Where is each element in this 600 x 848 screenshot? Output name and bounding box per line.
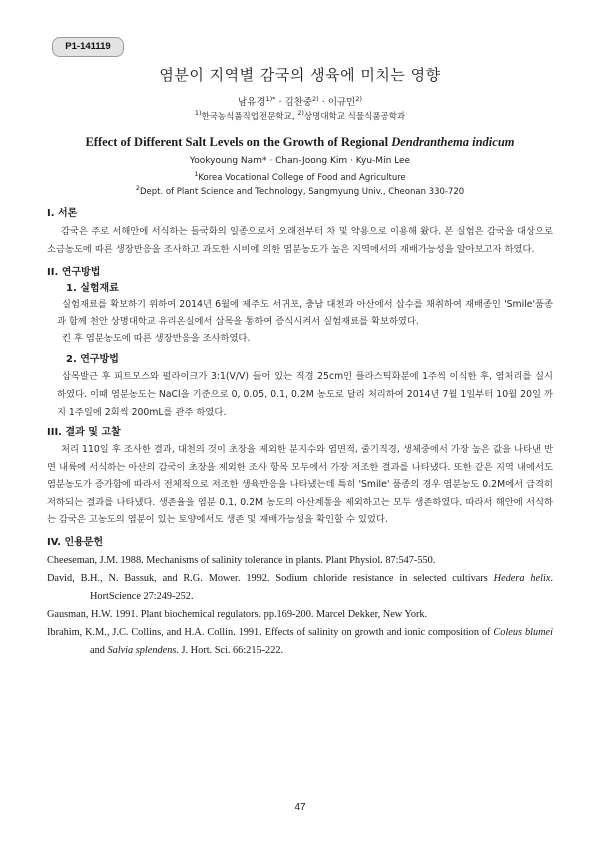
english-title-text: Effect of Different Salt Levels on the Growth of Regional <box>85 135 389 149</box>
author-name: 김찬중 <box>284 97 313 108</box>
reference-list <box>47 552 553 660</box>
results-paragraph: 처리 110일 후 조사한 결과, 대천의 것이 초장을 제외한 분지수와 엽면적, 줄기직경, 생체중에서 가장 높은 값을 나타낸 반면 내륙에 서식하는 아산의 감국이 초장을 제외한 조사 항목 모두에서 가장 저조한 결과를 나타냈다. 또한 같은 지역 내에서도 염분농도가 증가함에 따라서 전체적으로 저조한 생육반응을 나타냈는데 특히 'Smile' 품종의 경우 염분농도 0.2M에서 급격히 저하되는 결과를 나타냈다. 생존율을 염분 0.1, 0.2M 농도의 아산계통을 제외하고는 모두 생존하였다. 따라서 해안에 서식하는 감국은 고농도의 염분이 있는 토양에서도 생존 및 재배가능성을 확인할 수 있었다. <box>47 444 553 526</box>
reference-item <box>47 606 553 624</box>
author-name: Kyu-Min Lee <box>355 156 411 166</box>
english-title-species: Dendranthema indicum <box>391 135 515 149</box>
introduction-paragraph: 감국은 주로 서해안에 서식하는 들국화의 일종으로서 오래전부터 차 및 약용으로 이용해 왔다. 본 실험은 감국을 대상으로 소금농도에 따른 생장반응을 조사하고 과도한 시비에 의한 염분농도가 높은 지역에서의 재배가능성을 알아보고자 하였다. <box>47 226 553 255</box>
abstract-content <box>47 64 553 660</box>
affiliation-text: Dept. of Plant Science and Technology, Sangmyung Univ., Cheonan 330-720 <box>139 187 465 197</box>
author-name: 이규민 <box>327 97 356 108</box>
author-separator: · <box>321 97 325 108</box>
author-separator: · <box>350 156 353 166</box>
author-name: Chan-Joong Kim <box>275 156 348 166</box>
reference-text: Gausman, H.W. 1991. Plant biochemical regulators. pp.169-200. Marcel Dekker, New York. <box>47 608 428 620</box>
reference-species-name: Coleus blumei <box>493 626 553 638</box>
subsection-heading-procedure: 2. 연구방법 <box>66 354 119 365</box>
section-heading-results: III. 결과 및 고찰 <box>47 427 121 438</box>
affiliation-text: Korea Vocational College of Food and Agriculture <box>198 173 406 183</box>
english-title <box>47 134 553 150</box>
english-affiliation <box>47 185 553 199</box>
affiliation-mark: 2 <box>135 184 140 192</box>
materials-paragraph: 킨 후 염분농도에 따른 생장반응을 조사하였다. <box>62 333 251 344</box>
author-separator: · <box>269 156 273 166</box>
author-affiliation-mark: 2) <box>312 95 319 103</box>
reference-species-name: Salvia splendens <box>107 644 177 656</box>
section-heading-introduction: I. 서론 <box>47 208 78 219</box>
reference-text: and <box>90 644 105 656</box>
reference-item <box>47 552 553 570</box>
affiliation-mark: 1) <box>194 109 202 117</box>
korean-title: 염분이 지역별 감국의 생육에 미치는 영향 <box>159 66 441 84</box>
materials-paragraph: 실험재료를 확보하기 위하여 2014년 6월에 제주도 서귀포, 충남 대천과 아산에서 삽수를 채취하여 재배종인 'Smile'품종과 함께 천안 상명대학교 유리온실에서 삽목을 통하여 증식시켜서 실험재료를 확보하였다. <box>57 299 553 327</box>
korean-affiliations <box>47 110 553 124</box>
reference-text: Ibrahim, K.M., J.C. Collins, and H.A. Collin. 1991. Effects of salinity on growth and ionic composition of <box>47 626 491 638</box>
page-number: 47 <box>294 802 306 813</box>
abstract-id-badge: P1-141119 <box>52 37 124 57</box>
affiliation-text: 상명대학교 식물식품공학과 <box>303 112 406 122</box>
section-heading-methods: II. 연구방법 <box>47 267 101 278</box>
reference-text: Cheeseman, J.M. 1988. Mechanisms of salinity tolerance in plants. Plant Physiol. 87:547-550. <box>47 554 436 566</box>
author-name: Yookyoung Nam* <box>189 156 267 166</box>
reference-text: . HortScience 27:249-252. <box>90 572 554 602</box>
reference-text: . J. Hort. Sci. 66:215-222. <box>176 644 284 656</box>
korean-authors <box>47 96 553 110</box>
reference-species-name: Hedera helix <box>493 572 551 584</box>
affiliation-mark: 1 <box>194 170 199 178</box>
english-affiliation <box>47 171 553 185</box>
author-name: 남유경 <box>237 97 266 108</box>
reference-text: David, B.H., N. Bassuk, and R.G. Mower. 1992. Sodium chloride resistance in selected cultivars <box>47 572 488 584</box>
author-affiliation-mark: 2) <box>355 95 363 103</box>
reference-item <box>47 624 553 660</box>
reference-item <box>47 570 553 606</box>
author-separator: · <box>278 97 282 108</box>
author-affiliation-mark: 1)* <box>265 95 276 103</box>
procedure-paragraph: 삽목발근 후 피트모스와 펄라이크가 3:1(V/V) 들어 있는 직경 25cm인 플라스틱화분에 1주씩 이식한 후, 염처리를 실시하였다. 이때 염분농도는 NaCl을 기준으로 0, 0.05, 0.1, 0.2M 농도로 달리 처리하여 2014년 7월 1일부터 10월 20일 까지 1주일에 2회씩 200mL를 관주 하였다. <box>57 371 553 418</box>
affiliation-mark: 2) <box>297 109 304 117</box>
subsection-heading-materials: 1. 실험재료 <box>66 283 119 294</box>
section-heading-references: IV. 인용문헌 <box>47 536 104 548</box>
english-authors <box>47 155 553 168</box>
affiliation-text: 한국농식품직업전문학교, <box>201 112 295 122</box>
